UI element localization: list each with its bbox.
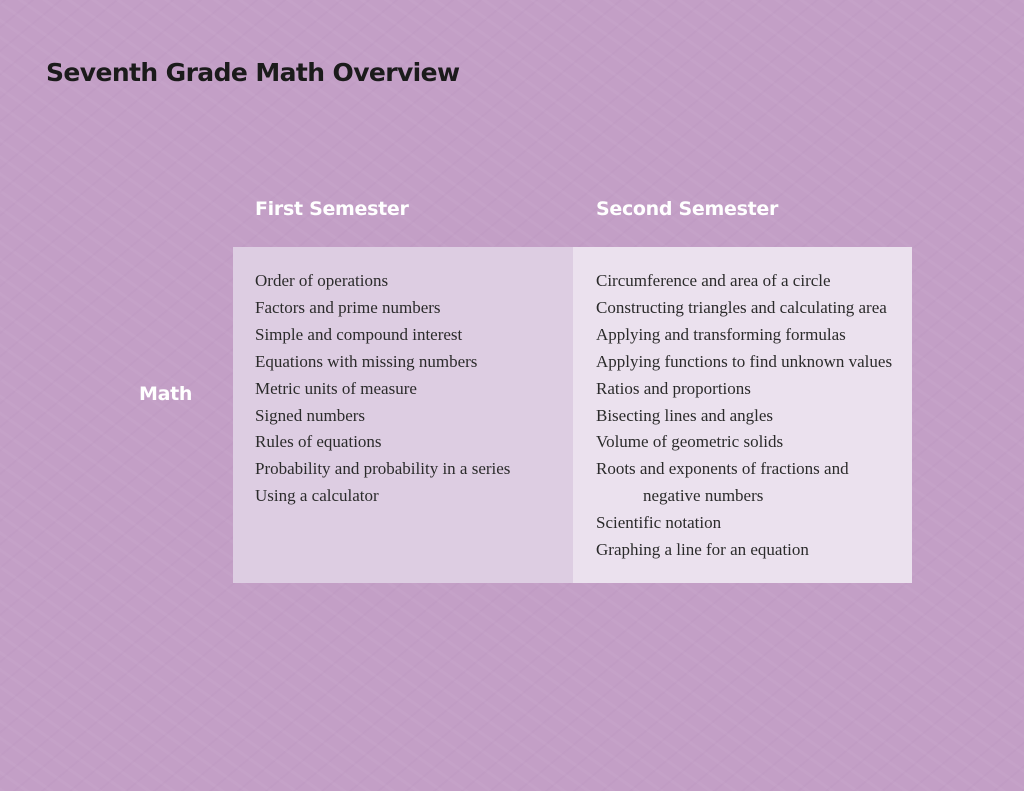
row-label-math: Math <box>139 383 193 405</box>
topic-item: Applying and transforming formulas <box>596 324 846 344</box>
topic-item: Volume of geometric solids <box>596 432 784 452</box>
topic-item: Factors and prime numbers <box>255 297 441 317</box>
topic-item: Circumference and area of a circle <box>596 271 831 290</box>
topic-item: Using a calculator <box>255 486 379 506</box>
first-semester-topic-list <box>255 268 573 510</box>
page-title: Seventh Grade Math Overview <box>46 58 460 87</box>
topic-item: Simple and compound interest <box>255 324 463 344</box>
topic-item-continued <box>596 483 912 510</box>
topic-item: Signed numbers <box>255 405 366 425</box>
topic-item: Rules of equations <box>255 432 382 452</box>
second-semester-heading: Second Semester <box>596 198 779 220</box>
topic-item: Roots and exponents of fractions and <box>596 459 849 479</box>
topic-item: Metric units of measure <box>255 378 417 398</box>
topic-item: Bisecting lines and angles <box>596 405 774 425</box>
second-semester-topic-list <box>596 268 912 564</box>
topic-item-continuation: negative numbers <box>643 486 764 506</box>
topic-item: Scientific notation <box>596 513 722 533</box>
topic-item: Constructing triangles and calculating area <box>596 297 887 317</box>
topic-item: Equations with missing numbers <box>255 351 478 371</box>
topic-item: Graphing a line for an equation <box>596 540 809 560</box>
topic-item: Ratios and proportions <box>596 378 751 398</box>
topic-item: Applying functions to find unknown values <box>596 351 893 371</box>
topic-item: Order of operations <box>255 271 389 290</box>
first-semester-cell <box>233 247 573 583</box>
topic-item: Probability and probability in a series <box>255 459 511 479</box>
second-semester-cell <box>573 247 912 583</box>
first-semester-heading: First Semester <box>255 198 409 220</box>
